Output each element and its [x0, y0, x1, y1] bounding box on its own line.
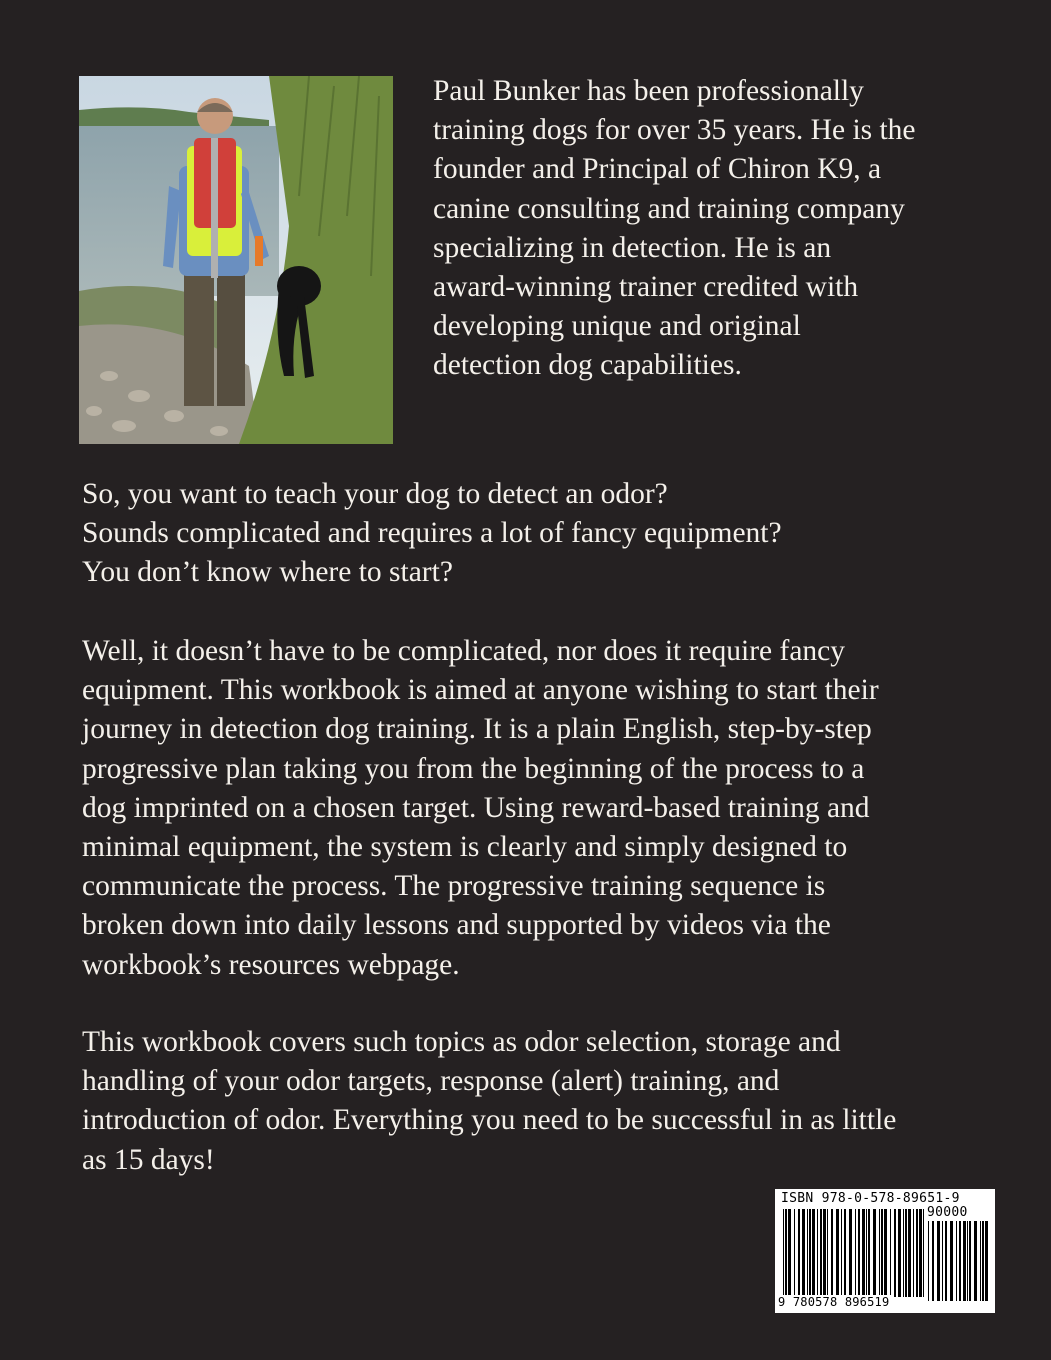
paragraph-line: introduction of odor. Everything you need to be successful in as little: [82, 1104, 897, 1137]
barcode-bar: [980, 1221, 981, 1301]
barcode-bar: [985, 1221, 988, 1301]
bio-line: developing unique and original: [433, 310, 801, 343]
barcode-bar: [969, 1221, 971, 1301]
barcode-bar: [908, 1209, 911, 1297]
barcode-bar: [881, 1209, 883, 1297]
barcode-bar: [807, 1209, 808, 1297]
paragraph-line: This workbook covers such topics as odor selection, storage and: [82, 1026, 841, 1058]
barcode-bar: [974, 1221, 977, 1301]
intro-paragraph: [82, 475, 1012, 593]
barcode-bar: [812, 1209, 815, 1297]
paragraph-line: broken down into daily lessons and supported by videos via the: [82, 909, 831, 942]
barcode-bar: [898, 1209, 901, 1297]
barcode-bar: [820, 1209, 822, 1297]
barcode-bar: [802, 1209, 805, 1297]
barcode-bar: [942, 1221, 943, 1301]
barcode-bar: [982, 1221, 984, 1301]
bio-line: canine consulting and training company: [433, 192, 905, 225]
barcode-bar: [963, 1221, 966, 1301]
bio-line: Paul Bunker has been professionally: [433, 75, 864, 107]
barcode-bar: [783, 1209, 784, 1297]
barcode-bar: [884, 1209, 887, 1297]
barcode-bar: [919, 1209, 922, 1297]
barcode-bar: [855, 1209, 856, 1297]
barcode-bar: [903, 1209, 904, 1297]
barcode-bar: [849, 1209, 852, 1297]
author-with-dog-photo-icon: [79, 76, 393, 444]
paragraph-line: workbook’s resources webpage.: [82, 948, 460, 981]
bio-line: award-winning trainer credited with: [433, 271, 859, 304]
paragraph-line: minimal equipment, the system is clearly and simply designed to: [82, 831, 848, 864]
barcode-bar: [862, 1209, 865, 1297]
barcode-bar: [844, 1209, 846, 1297]
barcode-bar: [817, 1209, 818, 1297]
paragraph-line: communicate the process. The progressive training sequence is: [82, 870, 826, 903]
barcode-bar: [868, 1209, 870, 1297]
barcode-bar: [798, 1209, 800, 1297]
barcode-bar: [928, 1221, 929, 1301]
topics-paragraph: [82, 1023, 1012, 1180]
barcode-bar: [905, 1209, 907, 1297]
paragraph-line: dog imprinted on a chosen target. Using reward-based training and: [82, 791, 870, 824]
barcode-bar: [956, 1221, 957, 1301]
barcode-bar: [959, 1221, 961, 1301]
paragraph-line: So, you want to teach your dog to detect an odor?: [82, 478, 668, 510]
barcode-bar: [879, 1209, 880, 1297]
barcode-bar: [873, 1209, 876, 1297]
isbn-barcode: [775, 1189, 995, 1313]
ean-digits: 9 780578 896519: [778, 1295, 890, 1309]
barcode-bar: [890, 1209, 891, 1297]
barcode-bar: [866, 1209, 867, 1297]
barcode-bar: [785, 1209, 787, 1297]
barcode-bar: [827, 1209, 828, 1297]
barcode-bar: [788, 1209, 791, 1297]
barcode-bar: [937, 1221, 940, 1301]
barcode-bar: [945, 1221, 947, 1301]
bio-line: detection dog capabilities.: [433, 349, 742, 382]
barcode-bar: [894, 1209, 896, 1297]
paragraph-line: handling of your odor targets, response (alert) training, and: [82, 1065, 780, 1098]
barcode-bar: [836, 1209, 839, 1297]
author-photo: [79, 76, 393, 444]
paragraph-line: progressive plan taking you from the beginning of the process to a: [82, 752, 865, 785]
paragraph-line: equipment. This workbook is aimed at anyone wishing to start their: [82, 674, 879, 707]
barcode-bar: [858, 1209, 860, 1297]
barcode-bar: [809, 1209, 811, 1297]
ean-barcode-bars-icon: [783, 1209, 925, 1305]
barcode-bar: [923, 1209, 924, 1297]
barcode-bar: [967, 1221, 968, 1301]
barcode-bar: [831, 1209, 833, 1297]
bio-line: specializing in detection. He is an: [433, 231, 832, 264]
barcode-bar: [950, 1221, 953, 1301]
paragraph-line: Sounds complicated and requires a lot of fancy equipment?: [82, 517, 782, 550]
barcode-bar: [916, 1209, 918, 1297]
paragraph-line: as 15 days!: [82, 1143, 215, 1176]
bio-line: training dogs for over 35 years. He is the: [433, 114, 916, 147]
price-code: 90000: [927, 1205, 968, 1220]
paragraph-line: journey in detection dog training. It is a plain English, step-by-step: [82, 713, 872, 746]
barcode-bar: [932, 1221, 934, 1301]
addon-barcode-bars-icon: [928, 1221, 988, 1301]
paragraph-line: Well, it doesn’t have to be complicated, nor does it require fancy: [82, 635, 846, 667]
paragraph-line: You don’t know where to start?: [82, 556, 453, 589]
author-bio: [433, 72, 1013, 386]
description-paragraph: [82, 632, 1012, 985]
barcode-bar: [913, 1209, 914, 1297]
isbn-label: ISBN 978-0-578-89651-9: [781, 1191, 960, 1206]
barcode-bar: [794, 1209, 795, 1297]
bio-line: founder and Principal of Chiron K9, a: [433, 153, 882, 186]
barcode-bar: [823, 1209, 826, 1297]
barcode-bar: [841, 1209, 842, 1297]
